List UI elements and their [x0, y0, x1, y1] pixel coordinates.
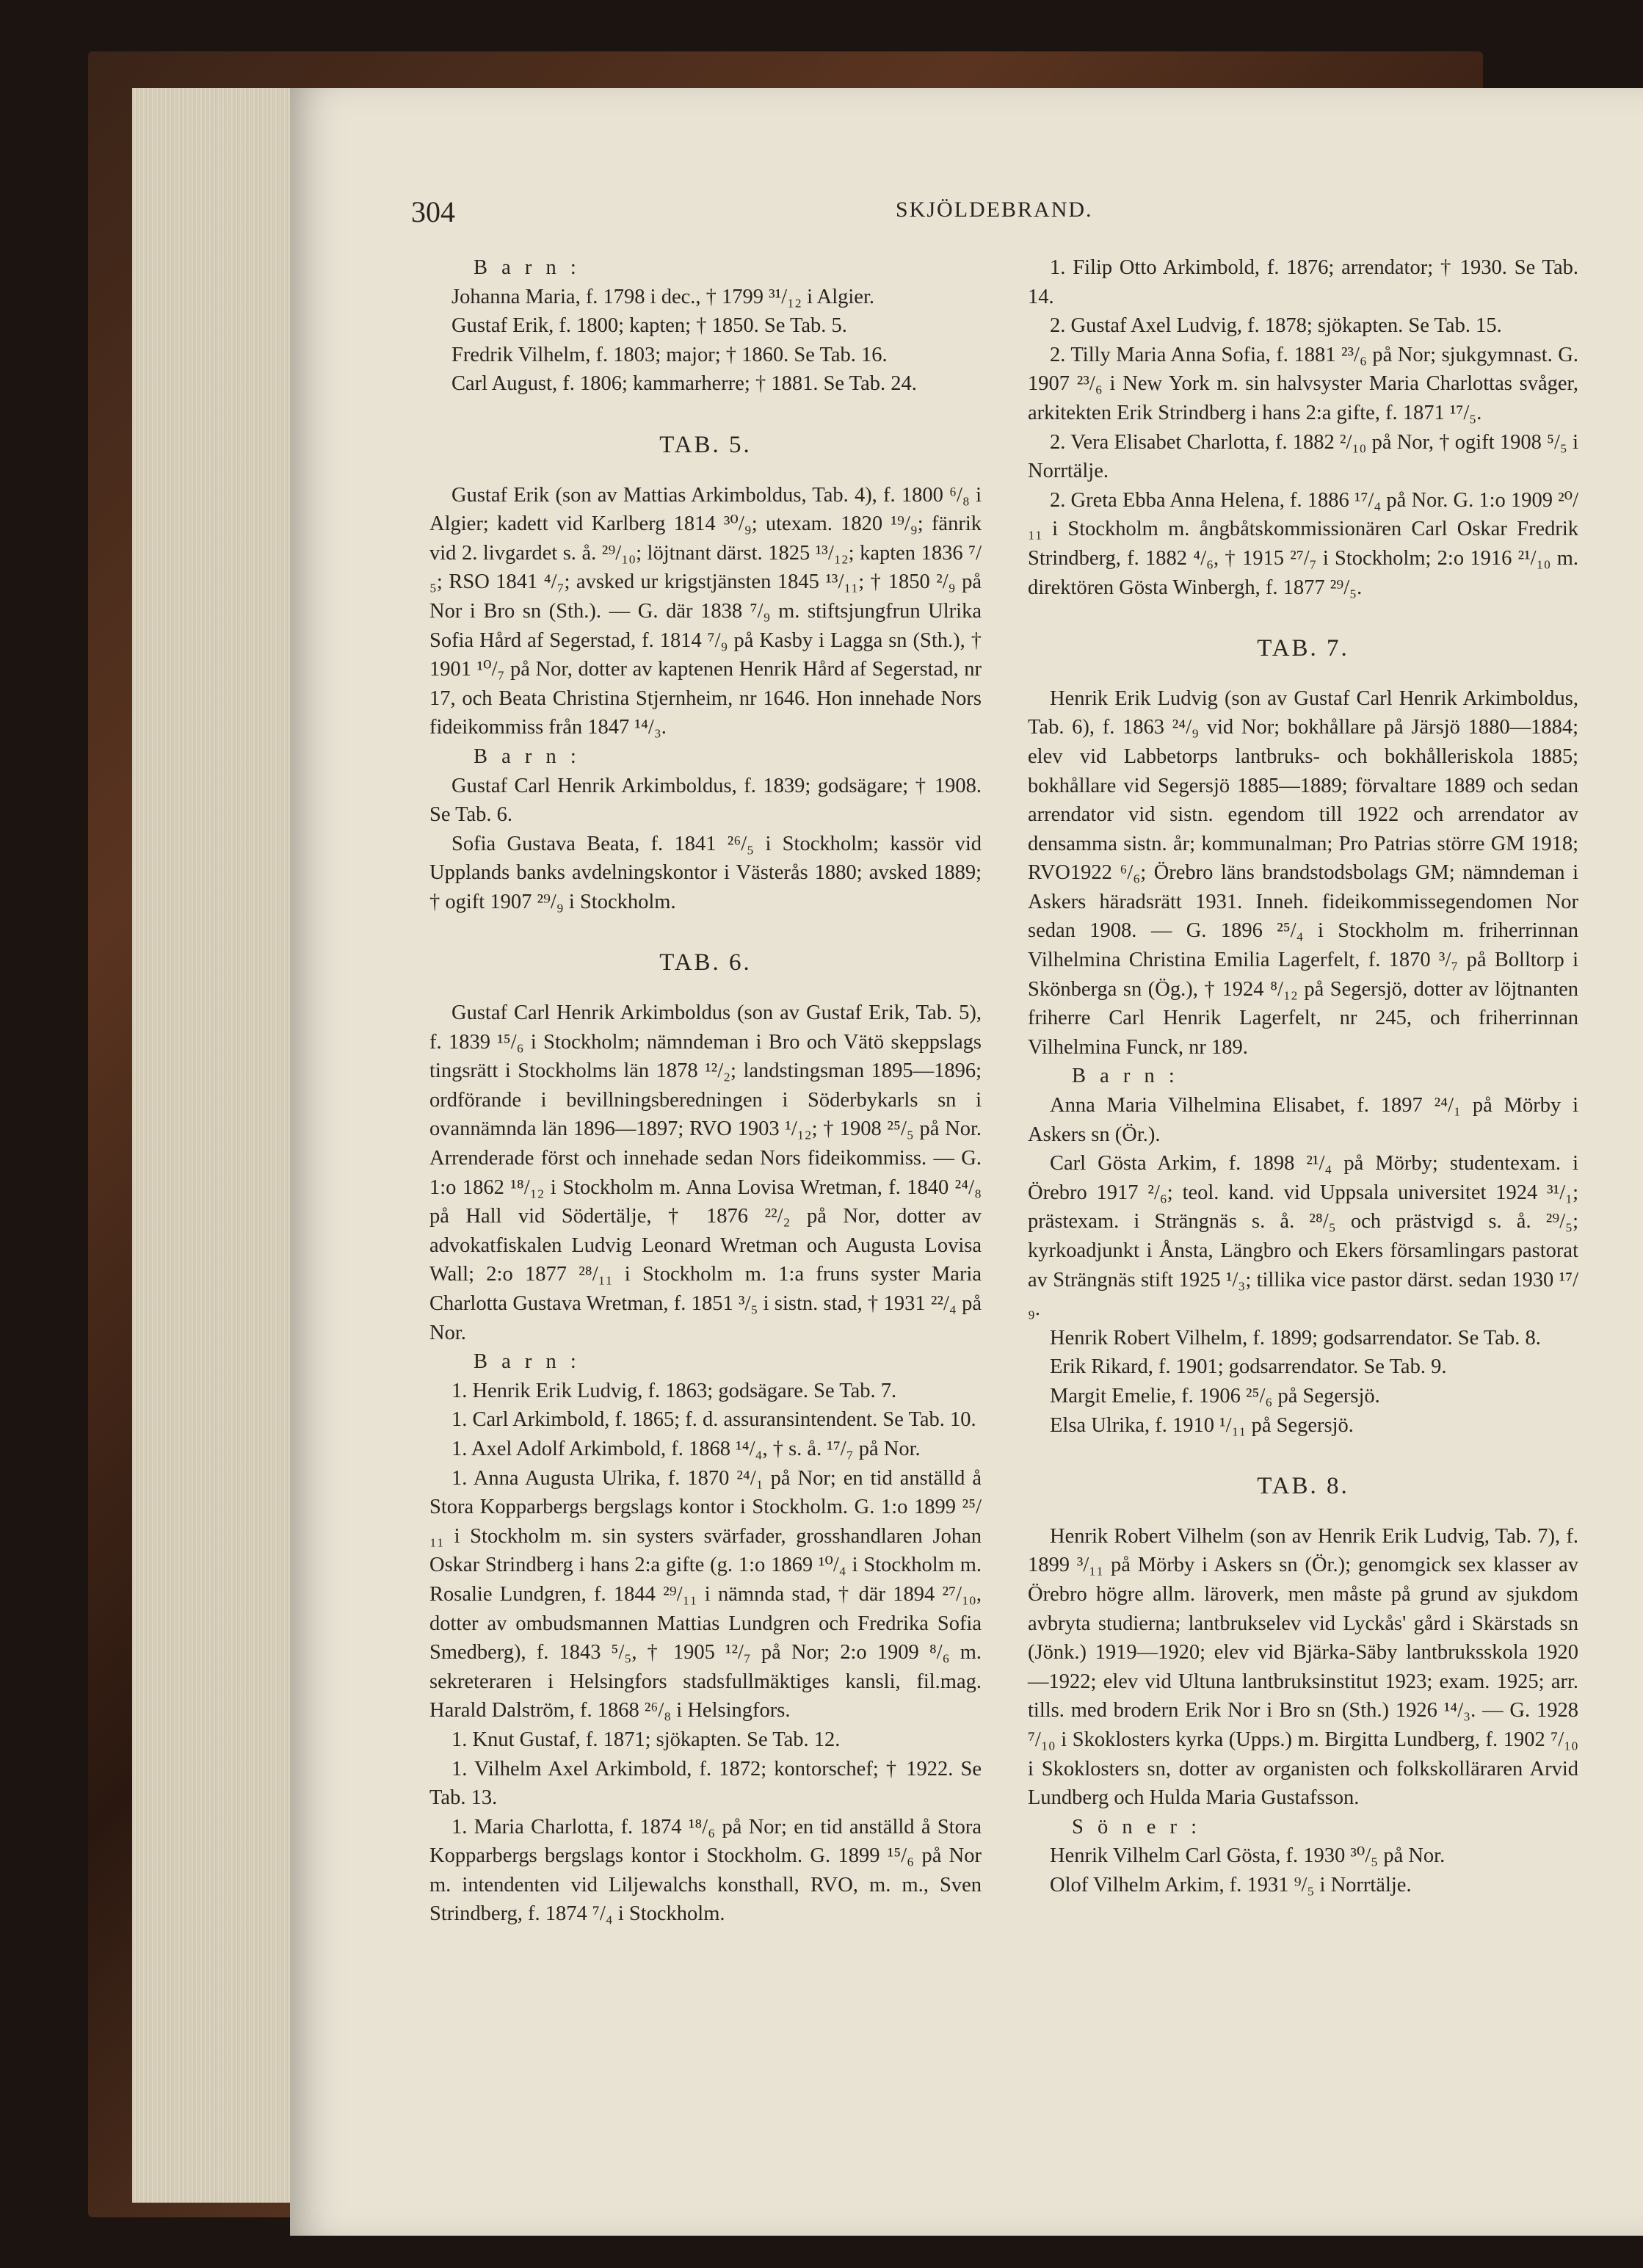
- list-item: 1. Filip Otto Arkimbold, f. 1876; arrendator; † 1930. Se Tab. 14.: [1028, 256, 1578, 308]
- list-item: Anna Maria Vilhelmina Elisabet, f. 1897 ²⁴/₁ på Mörby i Askers sn (Ör.).: [1028, 1094, 1578, 1146]
- table-heading: TAB. 8.: [1257, 1473, 1349, 1500]
- list-item: Erik Rikard, f. 1901; godsarrendator. Se Tab. 9.: [1050, 1355, 1447, 1379]
- section-label: B a r n :: [474, 1350, 581, 1374]
- list-item: 2. Greta Ebba Anna Helena, f. 1886 ¹⁷/₄ på Nor. G. 1:o 1909 ²⁰/₁₁ i Stockholm m. ångbåtskommissionären Carl Oskar Fredrik Strindberg, f. 1882 ⁴/₆, † 1915 ²⁷/₇ i Stockholm; 2:o 1916 ²¹/₁₀ m. direktören Gösta Winbergh, f. 1877 ²⁹/₅.: [1028, 488, 1578, 599]
- list-item: Gustaf Erik, f. 1800; kapten; † 1850. Se Tab. 5.: [451, 314, 847, 338]
- list-item: Johanna Maria, f. 1798 i dec., † 1799 ³¹/₁₂ i Algier.: [451, 285, 874, 308]
- section-label: B a r n :: [474, 256, 581, 279]
- list-item: 1. Axel Adolf Arkimbold, f. 1868 ¹⁴/₄, † s. å. ¹⁷/₇ på Nor.: [451, 1437, 921, 1460]
- page-number: 304: [411, 195, 455, 228]
- list-item: 2. Gustaf Axel Ludvig, f. 1878; sjökapten. Se Tab. 15.: [1050, 314, 1502, 338]
- list-item: 1. Maria Charlotta, f. 1874 ¹⁸/₆ på Nor; en tid anställd å Stora Kopparbergs bergslags kontor i Stockholm. G. 1899 ¹⁵/₆ på Nor m. intendenten vid Liljewalchs konsthall, RVO, m. m., Sven Strindberg, f. 1874 ⁷/₄ i Stockholm.: [429, 1815, 982, 1926]
- list-item: Olof Vilhelm Arkim, f. 1931 ⁹/₅ i Norrtälje.: [1050, 1873, 1412, 1896]
- table-heading: TAB. 7.: [1257, 635, 1349, 662]
- page-edges: [132, 88, 294, 2203]
- list-item: Elsa Ulrika, f. 1910 ¹/₁₁ på Segersjö.: [1050, 1413, 1354, 1437]
- paragraph: Gustaf Erik (son av Mattias Arkimboldus, Tab. 4), f. 1800 ⁶/₈ i Algier; kadett vid Karlberg 1814 ³⁰/₉; utexam. 1820 ¹⁹/₉; fänrik vid 2. livgardet s. å. ²⁹/₁₀; löjtnant därst. 1825 ¹³/₁₂; kapten 1836 ⁷/₅; RSO 1841 ⁴/₇; avsked ur krigstjänsten 1845 ¹³/₁₁; † 1850 ²/₉ på Nor i Bro sn (Sth.). — G. där 1838 ⁷/₉ m. stiftsjungfrun Ulrika Sofia Hård af Segerstad, f. 1814 ⁷/₉ på Kasby i Lagga sn (Sth.), † 1901 ¹⁰/₇ på Nor, dotter av kaptenen Henrik Hård af Segerstad, nr 17, och Beata Christina Stjernheim, nr 1646. Hon innehade Nors fideikommiss från 1847 ¹⁴/₃.: [429, 483, 982, 739]
- section-label: S ö n e r :: [1072, 1815, 1202, 1838]
- section-label: B a r n :: [1072, 1065, 1179, 1088]
- table-heading: TAB. 6.: [659, 949, 752, 977]
- list-item: 1. Henrik Erik Ludvig, f. 1863; godsägare. Se Tab. 7.: [451, 1379, 897, 1402]
- page-header: [411, 195, 1483, 231]
- paragraph: Henrik Erik Ludvig (son av Gustaf Carl Henrik Arkimboldus, Tab. 6), f. 1863 ²⁴/₉ vid Nor; bokhållare på Järsjö 1880—1884; elev vid Labbetorps lantbruks- och bokhålleriskola 1885; bokhållare vid Segersjö 1885—1889; förvaltare 1889 och sedan arrendator vid sistn. egendom till 1922 och arrendator av densamma sistn. år; kommunalman; Pro Patrias större GM 1918; RVO1922 ⁶/₆; Örebro läns brandstodsbolags GM; nämndeman i Askers häradsrätt 1931. Inneh. fideikommissegendomen Nor sedan 1908. — G. 1896 ²⁵/₄ i Stockholm m. friherrinnan Vilhelmina Christina Emilia Lagerfelt, f. 1870 ³/₇ på Bolltorp i Skönberga sn (Ög.), † 1924 ⁸/₁₂ på Segersjö, dotter av löjtnanten friherre Carl Henrik Lagerfelt, nr 245, och friherrinnan Vilhelmina Funck, nr 189.: [1028, 686, 1578, 1059]
- list-item: 2. Vera Elisabet Charlotta, f. 1882 ²/₁₀ på Nor, † ogift 1908 ⁵/₅ i Norrtälje.: [1028, 430, 1578, 483]
- list-item: Carl August, f. 1806; kammarherre; † 1881. Se Tab. 24.: [451, 372, 917, 396]
- list-item: Carl Gösta Arkim, f. 1898 ²¹/₄ på Mörby; studentexam. i Örebro 1917 ²/₆; teol. kand. vid Uppsala universitet 1924 ³¹/₁; prästexam. i Strängnäs s. å. ²⁸/₅ och prästvigd s. å. ²⁹/₅; kyrkoadjunkt i Ånsta, Längbro och Ekers församlingars pastorat av Strängnäs stift 1925 ¹/₃; tillika vice pastor därst. sedan 1930 ¹⁷/₉.: [1028, 1152, 1578, 1321]
- section-label: B a r n :: [474, 744, 581, 768]
- list-item: 1. Anna Augusta Ulrika, f. 1870 ²⁴/₁ på Nor; en tid anställd å Stora Kopparbergs bergslags kontor i Stockholm. G. 1:o 1899 ²⁵/₁₁ i Stockholm m. sin systers svärfader, grosshandlaren Johan Oskar Strindberg i hans 2:a gifte (g. 1:o 1869 ¹⁰/₄ i Stockholm m. Rosalie Lundgren, f. 1844 ²⁹/₁₁ i nämnda stad, † där 1894 ²⁷/₁₀, dotter av ombudsmannen Mattias Lundgren och Fredrika Sofia Smedberg), f. 1843 ⁵/₅, † 1905 ¹²/₇ på Nor; 2:o 1909 ⁸/₆ m. sekreteraren i Helsingfors stadsfullmäktiges kansli, fil.mag. Harald Dalström, f. 1868 ²⁶/₈ i Helsingfors.: [429, 1466, 982, 1722]
- list-item: Gustaf Carl Henrik Arkimboldus, f. 1839; godsägare; † 1908. Se Tab. 6.: [429, 774, 982, 827]
- list-item: Sofia Gustava Beata, f. 1841 ²⁶/₅ i Stockholm; kassör vid Upplands banks avdelningskontor i Västerås 1880; avsked 1889; † ogift 1907 ²⁹/₉ i Stockholm.: [429, 832, 982, 913]
- table-heading: TAB. 5.: [659, 431, 752, 458]
- running-title: SKJÖLDEBRAND.: [896, 198, 1093, 222]
- right-column: [1028, 253, 1578, 1899]
- paragraph: Henrik Robert Vilhelm (son av Henrik Erik Ludvig, Tab. 7), f. 1899 ³/₁₁ på Mörby i Askers sn (Ör.); genomgick sex klasser av Örebro högre allm. läroverk, men måste på grund av sjukdom avbryta studierna; lantbrukselev vid Lyckås' gård i Skärstads sn (Jönk.) 1919—1920; elev vid Bjärka-Säby lantbruksskola 1920—1922; elev vid Ultuna lantbruksinstitut 1923; exam. 1925; arr. tills. med brodern Erik Nor i Bro sn (Sth.) 1926 ¹⁴/₃. — G. 1928 ⁷/₁₀ i Skoklosters kyrka (Upps.) m. Birgitta Lundberg, f. 1902 ⁷/₁₀ i Skoklosters sn, dotter av organisten och folkskolläraren Arvid Lundberg och Hulda Maria Gustafsson.: [1028, 1524, 1578, 1810]
- list-item: Margit Emelie, f. 1906 ²⁵/₆ på Segersjö.: [1050, 1384, 1380, 1407]
- left-column: [429, 253, 982, 1929]
- list-item: Henrik Vilhelm Carl Gösta, f. 1930 ³⁰/₅ på Nor.: [1050, 1844, 1446, 1868]
- list-item: 1. Carl Arkimbold, f. 1865; f. d. assuransintendent. Se Tab. 10.: [451, 1408, 976, 1432]
- list-item: Henrik Robert Vilhelm, f. 1899; godsarrendator. Se Tab. 8.: [1050, 1326, 1541, 1349]
- list-item: 1. Vilhelm Axel Arkimbold, f. 1872; kontorschef; † 1922. Se Tab. 13.: [429, 1757, 982, 1810]
- paragraph: Gustaf Carl Henrik Arkimboldus (son av Gustaf Erik, Tab. 5), f. 1839 ¹⁵/₆ i Stockholm; nämndeman i Bro och Vätö skeppslags tingsrätt i Stockholms län 1878 ¹²/₂; landstingsman 1895—1896; ordförande i bevillningsberedningen i Söderbykarls sn i ovannämnda län 1896—1897; RVO 1903 ¹/₁₂; † 1908 ²⁵/₅ på Nor. Arrenderade först och innehade sedan Nors fideikommiss. — G. 1:o 1862 ¹⁸/₁₂ i Stockholm m. Anna Lovisa Wretman, f. 1840 ²⁴/₈ på Hall vid Södertälje, † 1876 ²²/₂ på Nor, dotter av advokatfiskalen Ludvig Leonard Wretman och Augusta Lovisa Wall; 2:o 1877 ²⁸/₁₁ i Stockholm m. 1:a fruns syster Maria Charlotta Gustava Wretman, f. 1851 ³/₅ i sistn. stad, † 1931 ²²/₄ på Nor.: [429, 1001, 982, 1344]
- list-item: 1. Knut Gustaf, f. 1871; sjökapten. Se Tab. 12.: [451, 1728, 841, 1751]
- list-item: Fredrik Vilhelm, f. 1803; major; † 1860. Se Tab. 16.: [451, 343, 888, 366]
- list-item: 2. Tilly Maria Anna Sofia, f. 1881 ²³/₆ på Nor; sjukgymnast. G. 1907 ²³/₆ i New York m. sin halvsyster Maria Charlottas svåger, arkitekten Erik Strindberg i hans 2:a gifte, f. 1871 ¹⁷/₅.: [1028, 343, 1578, 424]
